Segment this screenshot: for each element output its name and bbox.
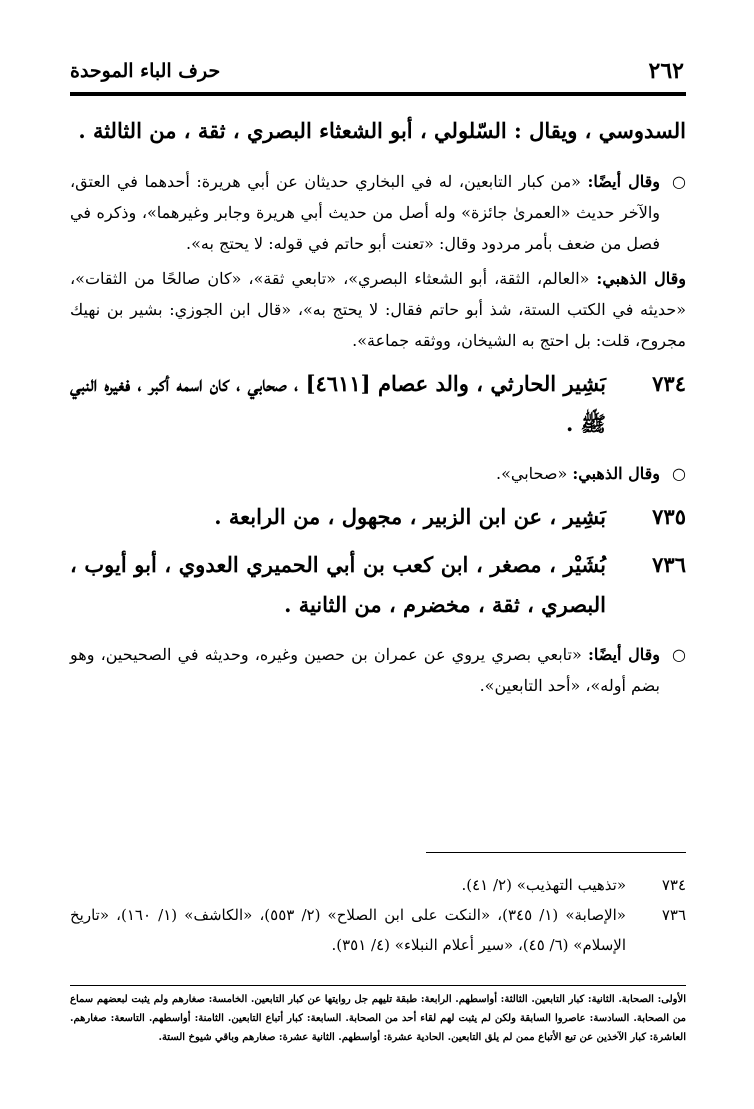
entry-number: ٧٣٥ (652, 504, 686, 529)
paragraph-text: «العالم، الثقة، أبو الشعثاء البصري»، «تابعي ثقة»، «كان صالحًا من الثقات»، «حديثه في الكتب الستة، شذ أبو حاتم فقال: لا يحتج به»، «قال ابن الجوزي: بشير بن نهيك مجروح، قلت: بل احتج به الشيخان، ووثقه جماعة». (70, 269, 686, 350)
paragraph-lead: وقال الذهبي: (572, 464, 660, 483)
circle-bullet-icon: ○ (672, 464, 686, 483)
entry-735 (70, 497, 686, 537)
footnote-rule (426, 852, 686, 853)
circle-bullet-icon: ○ (672, 172, 686, 191)
paragraph-lead: وقال الذهبي: (596, 269, 686, 288)
paragraph-lead: وقال أيضًا: (587, 645, 660, 664)
entry-734 (70, 364, 686, 444)
footnote (70, 870, 686, 900)
footnote (70, 900, 686, 960)
footnotes (70, 870, 686, 960)
legend-rule (70, 985, 686, 986)
page-number: ٢٦٢ (648, 58, 684, 84)
commentary-paragraph (70, 263, 686, 356)
entry-text: بَشِير الحارثي ، والد عصام [٤٦١١] ، صحابي ، كان اسمه أكبر ، فغيره النبي ﷺ . (70, 371, 606, 436)
footnote-text: «الإصابة» (١/ ٣٤٥)، «النكت على ابن الصلاح» (٢/ ٥٥٣)، «الكاشف» (١/ ١٦٠)، «تاريخ الإسلام» (٦/ ٤٥)، «سير أعلام النبلاء» (٤/ ٣٥١). (70, 906, 626, 954)
entry-text: بُشَيْر ، مصغر ، ابن كعب بن أبي الحميري العدوي ، أبو أيوب ، البصري ، ثقة ، مخضرم ، من الثانية . (70, 552, 606, 617)
paragraph-text: «تابعي بصري يروي عن عمران بن حصين وغيره، وحديثه في الصحيحين، وهو بضم أوله»، «أحد التابعين». (70, 645, 660, 695)
commentary-paragraph (70, 166, 686, 259)
entry-number: ٧٣٤ (652, 371, 686, 396)
footnote-text: «تذهيب التهذيب» (٢/ ٤١). (461, 876, 626, 894)
entry-text: بَشِير ، عن ابن الزبير ، مجهول ، من الرابعة . (214, 504, 606, 529)
page-header (70, 58, 684, 88)
chapter-title: حرف الباء الموحدة (70, 60, 221, 82)
paragraph-text: «من كبار التابعين، له في البخاري حديثان عن أبي هريرة: أحدهما في العتق، والآخر حديث «العمرىٰ جائزة» وله أصل من حديث أبي هريرة وجابر وغيرهما»، وذكره في فصل من ضعف بأمر مردود وقال: «تعنت أبو حاتم في قوله: لا يحتج به». (70, 172, 660, 253)
footnote-number: ٧٣٦ (661, 906, 686, 924)
main-text (70, 110, 686, 701)
entry-number: ٧٣٦ (652, 552, 686, 577)
footnote-number: ٧٣٤ (661, 876, 686, 894)
circle-bullet-icon: ○ (672, 645, 686, 664)
entry-736 (70, 545, 686, 625)
intro-text: السدوسي ، ويقال : السّلولي ، أبو الشعثاء البصري ، ثقة ، من الثالثة . (78, 118, 686, 143)
paragraph-lead: وقال أيضًا: (587, 172, 660, 191)
commentary-paragraph (70, 639, 686, 701)
paragraph-text: «صحابي». (496, 464, 573, 483)
ranks-legend: الأولى: الصحابة. الثانية: كبار التابعين. الثالثة: أواسطهم. الرابعة: طبقة تليهم جل روايتها عن كبار التابعين. الخامسة: صغارهم ولم يثبت لبعضهم سماع من الصحابة. السادسة: عاصروا السابقة ولكن لم يثبت لهم لقاء أحد من الصحابة. السابعة: كبار أتباع التابعين. الثامنة: أواسطهم. التاسعة: صغارهم. العاشرة: كبار الآخذين عن تبع الأتباع ممن لم يلق التابعين. الحادية عشرة: أواسطهم. الثانية عشرة: صغارهم وباقي شيوخ الستة. (70, 994, 686, 1043)
header-rule (70, 92, 686, 96)
commentary-paragraph (70, 458, 686, 489)
